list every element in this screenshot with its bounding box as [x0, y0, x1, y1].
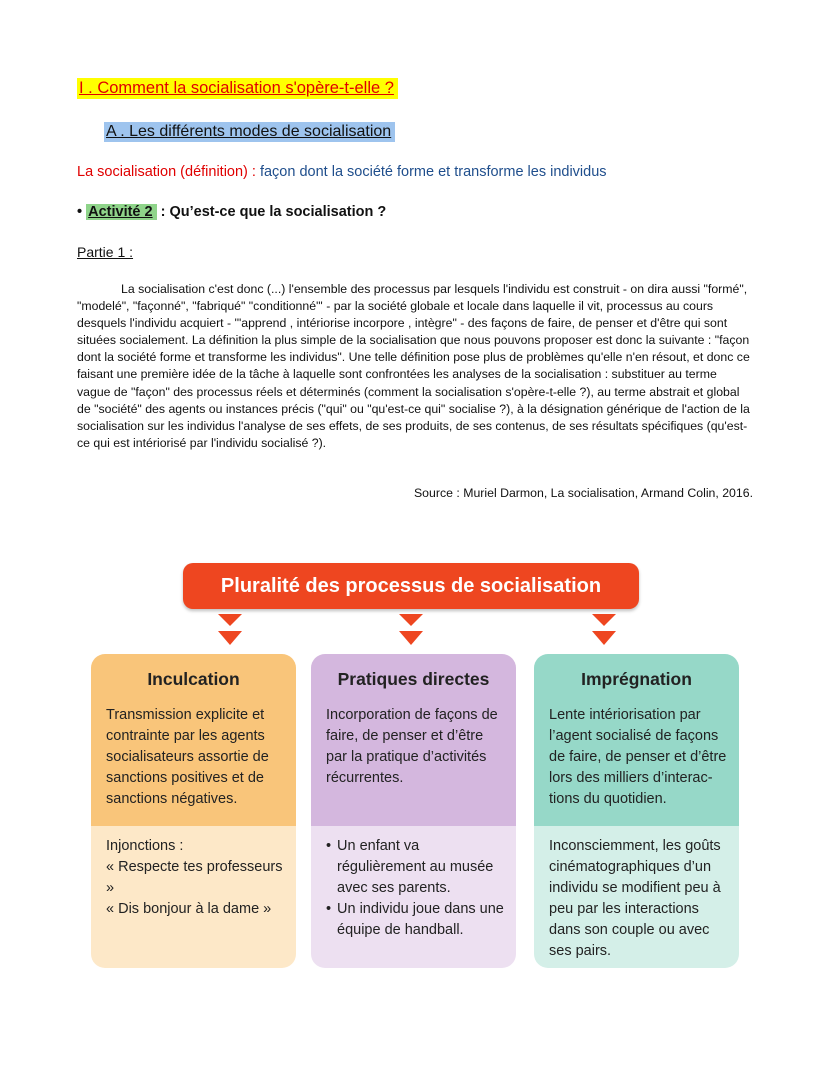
section-heading-1: I . Comment la socialisation s'opère-t-elle ?	[77, 78, 398, 99]
column-title: Imprégnation	[581, 669, 692, 689]
column-description: Lente intériorisation par l’agent socialisé de façons de faire, de penser et d’être lors des milliers d’interac-tions du quotidien.	[549, 707, 727, 807]
column-header-panel	[91, 654, 296, 826]
arrow-down-icon	[217, 613, 243, 647]
example-item: Inconsciemment, les goûts cinématographiques d’un individu se modifient peu à peu par les interactions dans son couple ou avec ses pairs.	[549, 838, 721, 959]
quote-paragraph: La socialisation c'est donc (...) l'ensemble des processus par lesquels l'individu est construit - on dira aussi "formé", "modelé", "façonné", "fabriqué" "conditionné"' - par la société globale et locale dans laquelle il vit, processus au cours desquels l'individu acquiert - '"apprend , intériorise incorpore , intègre" - des façons de faire, de penser et d'être qui sont situées socialement. La définition la plus simple de la socialisation que nous pouvons proposer est donc la suivante : "façon dont la société forme et transforme les individus". Une telle définition pose plus de problèmes qu'elle n'en résout, et donc ce faisant une première idée de la tâche à laquelle sont confrontées les analyses de la socialisation : substituer au terme vague de "façon" des processus réels et déterminés (comment la socialisation s'opère-t-elle ?), au terme abstrait et global de "société" des agents ou instances précis ("qui" ou "qu'est-ce qui" socialise ?), à la désignation générique de l'action de la socialisation sur les individus l'analyse de ses effets, de ses produits, de ses contenus, de ses résultats spécifiques (qu'est-ce qui est intériorisé par l'individu socialisé ?).	[77, 282, 750, 450]
example-item: Injonctions :	[106, 838, 184, 854]
arrow-down-icon	[398, 613, 424, 647]
bullet-icon: •	[77, 204, 83, 220]
column-pratiques-directes	[311, 654, 516, 968]
activity-label: Activité 2	[86, 204, 156, 220]
column-header-panel	[534, 654, 739, 826]
column-example-panel	[534, 826, 739, 968]
activity-question: : Qu’est-ce que la socialisation ?	[156, 204, 387, 220]
section-heading-2: A . Les différents modes de socialisation	[104, 122, 395, 142]
column-example-panel	[311, 826, 516, 968]
column-description: Transmission explicite et contrainte par les agents socialisateurs assortie de sanctions positives et de sanctions négatives.	[106, 707, 269, 807]
example-item: « Respecte tes professeurs »	[106, 859, 283, 896]
column-inculcation	[91, 654, 296, 968]
column-header-panel	[311, 654, 516, 826]
infographic-banner: Pluralité des processus de socialisation	[183, 563, 639, 609]
example-item: • Un enfant va régulièrement au musée avec ses parents.	[326, 836, 508, 899]
example-item: « Dis bonjour à la dame »	[106, 901, 272, 917]
example-item: • Un individu joue dans une équipe de handball.	[326, 899, 508, 941]
arrow-down-icon	[591, 613, 617, 647]
definition-line	[77, 164, 607, 180]
activity-line	[77, 204, 386, 220]
definition-term: La socialisation (définition)	[77, 164, 248, 180]
column-title: Inculcation	[147, 669, 240, 689]
column-impregnation	[534, 654, 739, 968]
part-label: Partie 1 :	[77, 244, 134, 260]
column-description: Incorporation de façons de faire, de penser et d’être par la pratique d’activités récurrentes.	[326, 707, 498, 786]
column-example-panel	[91, 826, 296, 968]
definition-text: façon dont la société forme et transforme les individus	[259, 164, 607, 180]
column-title: Pratiques directes	[337, 669, 490, 689]
definition-separator: :	[247, 164, 260, 180]
source-citation: Source : Muriel Darmon, La socialisation, Armand Colin, 2016.	[413, 486, 753, 500]
